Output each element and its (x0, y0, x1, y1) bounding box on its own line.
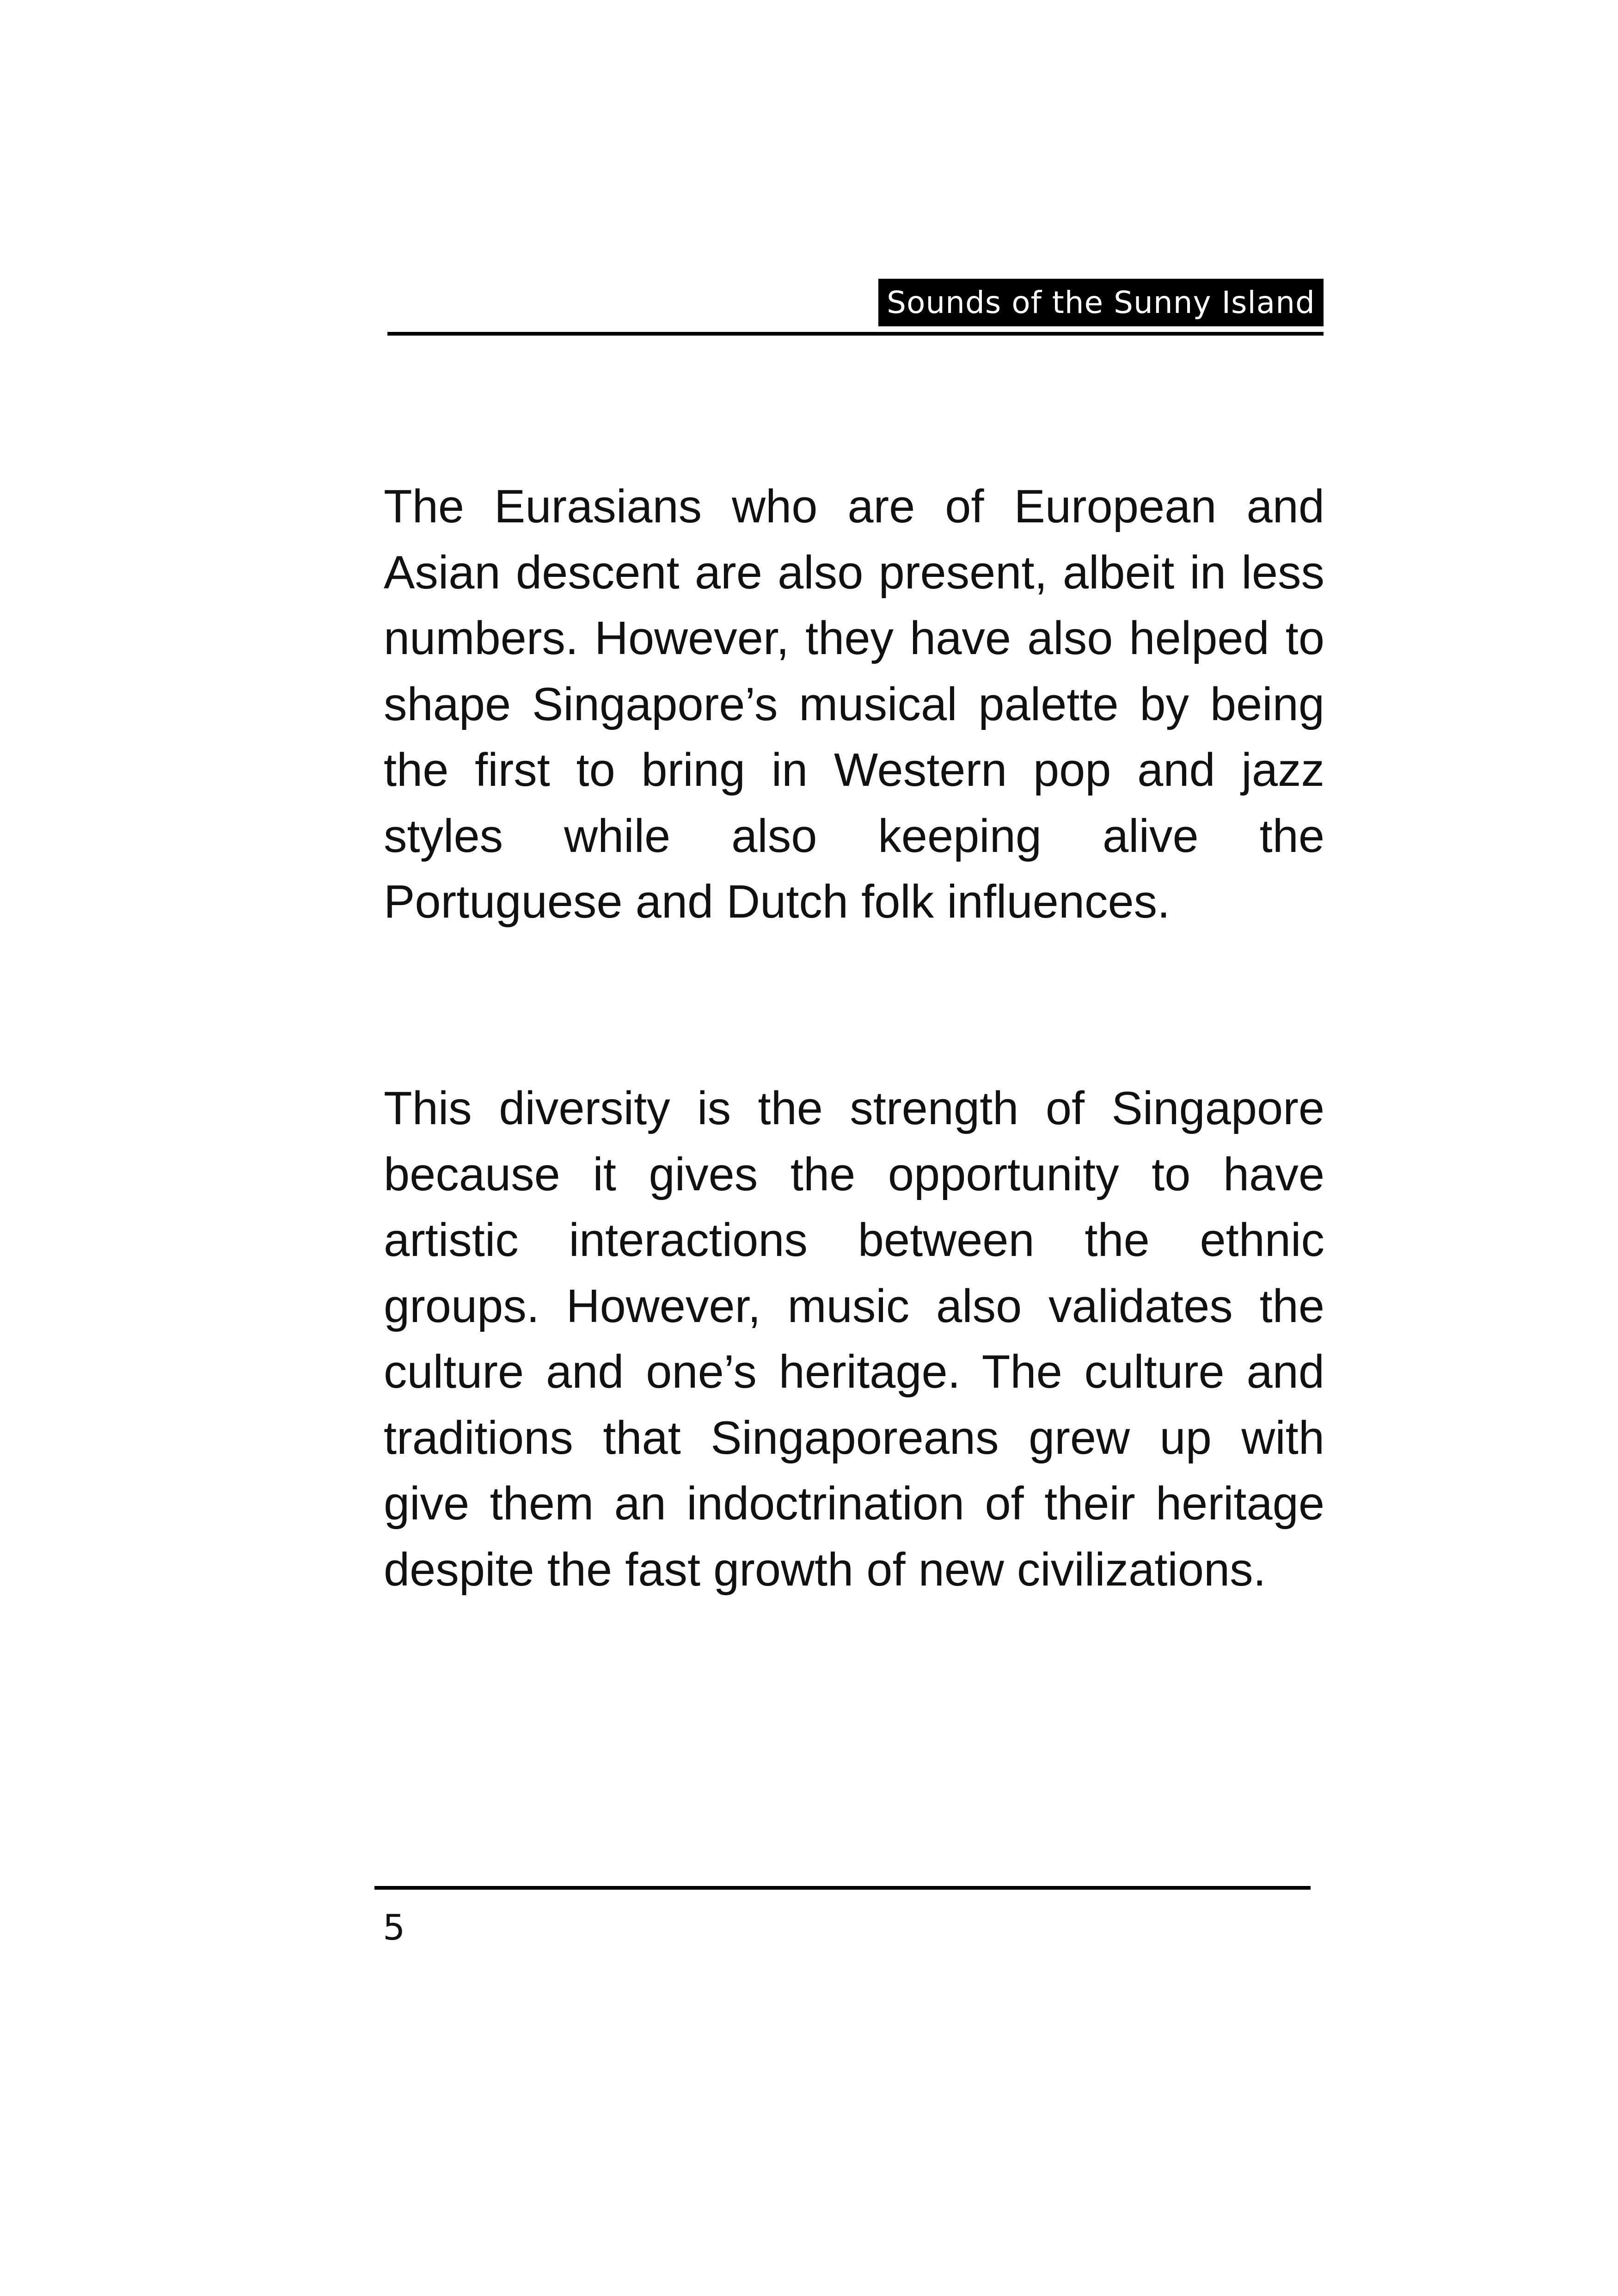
body-paragraph-1: The Eurasians who are of European and Asian descent are also present, albeit in less numbers. However, they have also helped to shape Singapore’s musical palette by being the first to bring in Western pop and jazz styles while also keeping alive the Portuguese and Dutch folk influences. (384, 481, 1324, 928)
footer-rule (374, 1886, 1311, 1890)
header-rule (387, 332, 1324, 336)
page-number: 5 (383, 1907, 405, 1948)
body-paragraph-2: This diversity is the strength of Singapore because it gives the opportunity to have artistic interactions between the ethnic groups. However, music also validates the culture and one’s heritage. The culture and traditions that Singaporeans grew up with give them an indoctrination of their heritage despite the fast growth of new civilizations. (384, 1083, 1324, 1596)
running-header-title: Sounds of the Sunny Island (878, 279, 1324, 326)
